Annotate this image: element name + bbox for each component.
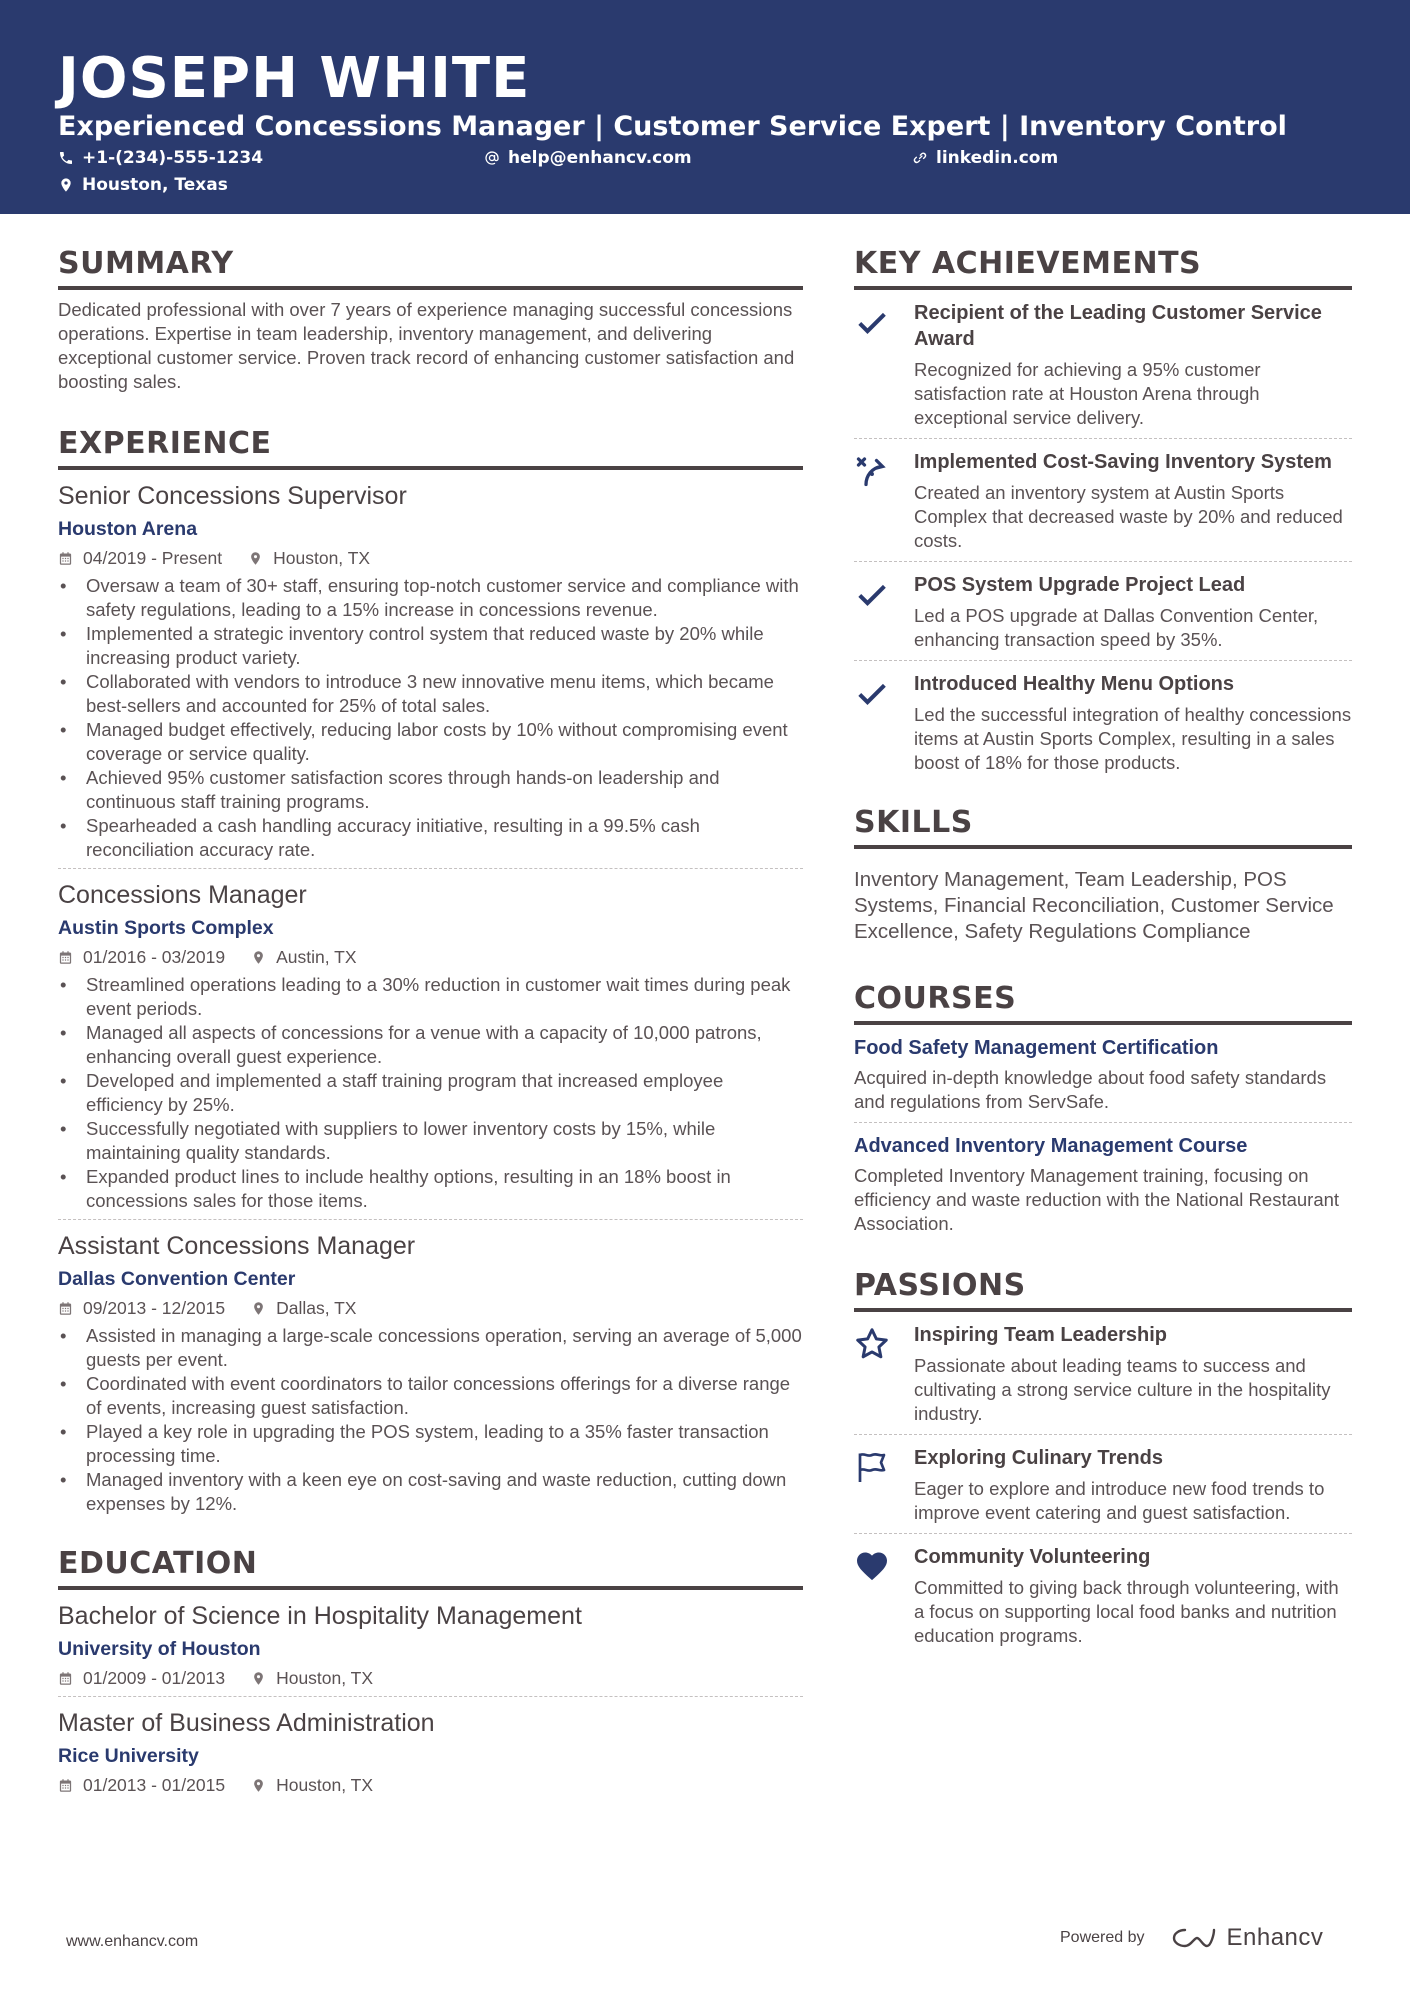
skills-text: Inventory Management, Team Leadership, POS Systems, Financial Reconciliation, Customer Service Excellence, Safety Regulations Compliance (854, 868, 1334, 943)
passions-section (854, 1266, 1352, 1656)
course-item (854, 1123, 1352, 1244)
passion-title: Community Volunteering (914, 1546, 1151, 1568)
job-bullet: • Streamlined operations leading to a 30% reduction in customer wait times during peak event periods. (58, 973, 803, 1021)
job-location-text: Dallas, TX (276, 1298, 357, 1318)
education-entry (58, 1697, 803, 1803)
skills-heading: SKILLS (854, 803, 1352, 849)
education-degree: Master of Business Administration (58, 1709, 435, 1737)
footer-brand[interactable] (1060, 1924, 1323, 1952)
job-meta (58, 1296, 803, 1320)
resume-header (0, 0, 1410, 214)
education-meta (58, 1666, 803, 1690)
passion-desc: Committed to giving back through volunteering, with a focus on supporting local food banks and nutrition education programs. (914, 1577, 1339, 1646)
job-entry (58, 1220, 803, 1522)
job-bullet: • Expanded product lines to include healthy options, resulting in an 18% boost in concessions sales for those items. (58, 1165, 803, 1213)
email-text: help@enhancv.com (508, 148, 692, 168)
star-icon (854, 1326, 890, 1362)
courses-section (854, 979, 1352, 1244)
passion-item (854, 1534, 1352, 1656)
job-bullet: • Assisted in managing a large-scale concessions operation, serving an average of 5,000 guests per event. (58, 1324, 803, 1372)
check-icon (854, 304, 890, 340)
job-bullet: • Achieved 95% customer satisfaction scores through hands-on leadership and continuous staff training programs. (58, 766, 803, 814)
education-location-text: Houston, TX (276, 1668, 374, 1688)
job-meta (58, 945, 803, 969)
at-icon (484, 150, 500, 166)
contact-linkedin[interactable] (912, 146, 1058, 170)
job-entry (58, 470, 803, 869)
education-section (58, 1544, 803, 1803)
achievement-item (854, 439, 1352, 562)
achievement-desc: Led the successful integration of healthy concessions items at Austin Sports Complex, resulting in a sales boost of 18% for those products. (914, 704, 1352, 773)
job-meta (58, 546, 803, 570)
passion-item (854, 1435, 1352, 1534)
location-pin-icon (251, 950, 266, 965)
job-bullet: • Coordinated with event coordinators to tailor concessions offerings for a diverse range of events, increasing guest satisfaction. (58, 1372, 803, 1420)
achievements-section (854, 244, 1352, 783)
course-title: Advanced Inventory Management Course (854, 1135, 1248, 1157)
candidate-headline: Experienced Concessions Manager | Customer Service Expert | Inventory Control (58, 111, 1287, 142)
phone-text: +1-(234)-555-1234 (82, 148, 264, 168)
course-desc: Completed Inventory Management training, focusing on efficiency and waste reduction with the National Restaurant Association. (854, 1165, 1340, 1234)
course-desc: Acquired in-depth knowledge about food safety standards and regulations from ServSafe. (854, 1067, 1327, 1112)
location-pin-icon (251, 1671, 266, 1686)
education-meta (58, 1773, 803, 1797)
education-location-text: Houston, TX (276, 1775, 374, 1795)
link-icon (912, 150, 928, 166)
job-dates: 04/2019 - Present (83, 548, 223, 568)
powered-by-text: Powered by (1060, 1929, 1145, 1946)
strategy-icon (854, 453, 890, 489)
passion-item (854, 1312, 1352, 1435)
summary-section (58, 244, 803, 394)
job-dates: 09/2013 - 12/2015 (83, 1298, 226, 1318)
skills-section (854, 803, 1352, 945)
achievement-desc: Created an inventory system at Austin Sports Complex that decreased waste by 20% and reduced costs. (914, 482, 1343, 551)
calendar-icon (58, 950, 73, 965)
check-icon (854, 576, 890, 612)
experience-heading: EXPERIENCE (58, 424, 803, 470)
education-school: University of Houston (58, 1638, 261, 1660)
job-bullets (58, 973, 803, 1213)
check-icon (854, 675, 890, 711)
achievement-item (854, 290, 1352, 439)
passion-title: Exploring Culinary Trends (914, 1447, 1163, 1469)
job-title: Senior Concessions Supervisor (58, 482, 407, 510)
passion-desc: Eager to explore and introduce new food trends to improve event catering and guest satisfaction. (914, 1478, 1325, 1523)
course-title: Food Safety Management Certification (854, 1037, 1219, 1059)
linkedin-text: linkedin.com (936, 148, 1059, 168)
job-location-text: Houston, TX (273, 548, 371, 568)
job-title: Assistant Concessions Manager (58, 1232, 416, 1260)
achievement-title: Implemented Cost-Saving Inventory System (914, 451, 1332, 473)
achievement-desc: Led a POS upgrade at Dallas Convention Center, enhancing transaction speed by 35%. (914, 605, 1319, 650)
education-degree: Bachelor of Science in Hospitality Management (58, 1602, 582, 1630)
job-bullet: • Successfully negotiated with suppliers to lower inventory costs by 15%, while maintaining quality standards. (58, 1117, 803, 1165)
education-location (251, 1666, 373, 1690)
enhancv-logo-icon (1171, 1925, 1217, 1951)
job-bullet: • Managed inventory with a keen eye on cost-saving and waste reduction, cutting down expenses by 12%. (58, 1468, 803, 1516)
job-bullet: • Played a key role in upgrading the POS system, leading to a 35% faster transaction processing time. (58, 1420, 803, 1468)
job-bullets (58, 574, 803, 862)
contact-phone[interactable] (58, 146, 263, 170)
calendar-icon (58, 1671, 73, 1686)
achievement-title: Introduced Healthy Menu Options (914, 673, 1235, 695)
job-company: Dallas Convention Center (58, 1268, 296, 1290)
passion-desc: Passionate about leading teams to success and cultivating a strong service culture in the hospitality industry. (914, 1355, 1331, 1424)
calendar-icon (58, 1301, 73, 1316)
education-location (251, 1773, 373, 1797)
passions-heading: PASSIONS (854, 1266, 1352, 1312)
location-text: Houston, Texas (82, 175, 228, 195)
job-entry (58, 869, 803, 1220)
phone-icon (58, 150, 74, 166)
left-column (58, 244, 803, 1803)
job-location (251, 1296, 356, 1320)
job-location-text: Austin, TX (276, 947, 357, 967)
job-bullet: • Collaborated with vendors to introduce 3 new innovative menu items, which became best-sellers and accounted for 25% of total sales. (58, 670, 803, 718)
job-dates: 01/2016 - 03/2019 (83, 947, 226, 967)
passion-title: Inspiring Team Leadership (914, 1324, 1168, 1346)
education-school: Rice University (58, 1745, 199, 1767)
achievements-heading: KEY ACHIEVEMENTS (854, 244, 1352, 290)
education-heading: EDUCATION (58, 1544, 803, 1590)
achievement-title: POS System Upgrade Project Lead (914, 574, 1246, 596)
job-bullet: • Managed budget effectively, reducing labor costs by 10% without compromising event coverage or service quality. (58, 718, 803, 766)
footer-url[interactable]: www.enhancv.com (66, 1933, 199, 1950)
flag-icon (854, 1449, 890, 1485)
location-pin-icon (58, 177, 74, 193)
job-bullet: • Managed all aspects of concessions for a venue with a capacity of 10,000 patrons, enhancing overall guest experience. (58, 1021, 803, 1069)
education-dates: 01/2009 - 01/2013 (83, 1668, 226, 1688)
location-pin-icon (251, 1778, 266, 1793)
courses-heading: COURSES (854, 979, 1352, 1025)
achievement-item (854, 562, 1352, 661)
contact-location (58, 173, 228, 197)
experience-section (58, 424, 803, 1522)
job-bullet: • Developed and implemented a staff training program that increased employee efficiency by 25%. (58, 1069, 803, 1117)
location-pin-icon (251, 1301, 266, 1316)
calendar-icon (58, 551, 73, 566)
heart-icon (854, 1548, 890, 1584)
contact-email[interactable] (484, 146, 692, 170)
candidate-name: JOSEPH WHITE (58, 46, 531, 111)
job-bullets (58, 1324, 803, 1516)
achievement-item (854, 661, 1352, 783)
job-company: Austin Sports Complex (58, 917, 274, 939)
job-bullet: • Spearheaded a cash handling accuracy initiative, resulting in a 99.5% cash reconciliation accuracy rate. (58, 814, 803, 862)
job-bullet: • Implemented a strategic inventory control system that reduced waste by 20% while increasing product variety. (58, 622, 803, 670)
location-pin-icon (248, 551, 263, 566)
summary-text: Dedicated professional with over 7 years of experience managing successful concessions operations. Expertise in team leadership, inventory management, and delivering exceptional customer service. Proven track record of enhancing customer satisfaction and boosting sales. (58, 299, 795, 392)
right-column (854, 244, 1352, 1656)
achievement-desc: Recognized for achieving a 95% customer satisfaction rate at Houston Arena through exceptional service delivery. (914, 359, 1261, 428)
calendar-icon (58, 1778, 73, 1793)
summary-heading: SUMMARY (58, 244, 803, 290)
job-location (248, 546, 370, 570)
job-title: Concessions Manager (58, 881, 307, 909)
education-entry (58, 1590, 803, 1697)
course-item (854, 1025, 1352, 1123)
job-location (251, 945, 356, 969)
job-bullet: • Oversaw a team of 30+ staff, ensuring top-notch customer service and compliance with safety regulations, leading to a 15% increase in concessions revenue. (58, 574, 803, 622)
job-company: Houston Arena (58, 518, 198, 540)
education-dates: 01/2013 - 01/2015 (83, 1775, 226, 1795)
achievement-title: Recipient of the Leading Customer Service Award (914, 302, 1322, 350)
brand-name: Enhancv (1226, 1924, 1324, 1951)
